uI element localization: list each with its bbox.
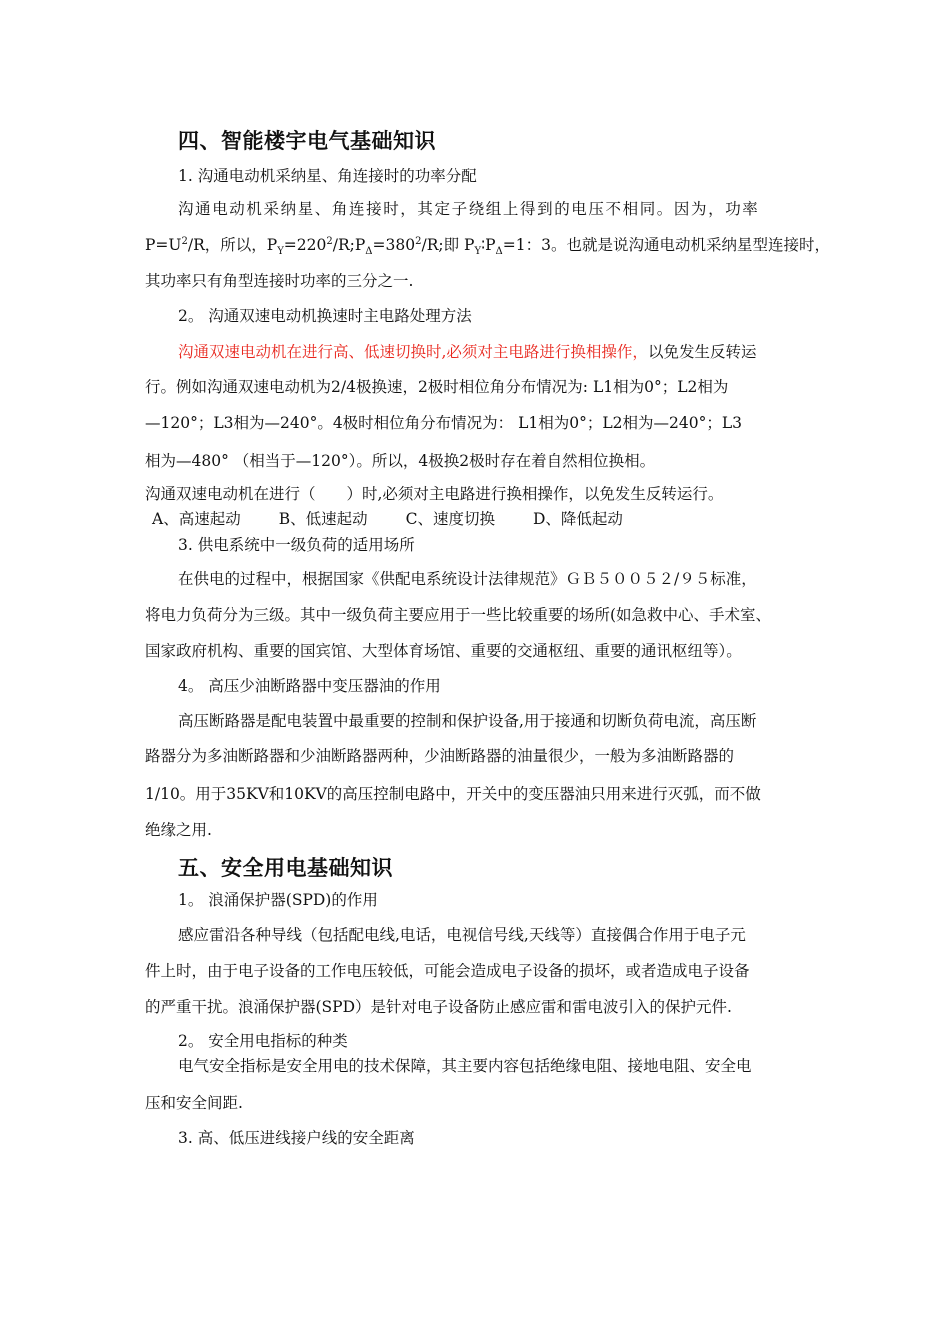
s5-item-1-line-1: 感应雷沿各种导线（包括配电线,电话，电视信号线,天线等）直接偶合作用于电子元: [178, 926, 746, 944]
s5-item-2-line-2: 压和安全间距.: [145, 1094, 243, 1112]
item-4-line-3: 1/10。用于35KV和10KV的高压控制电路中，开关中的变压器油只用来进行灭弧，而不做: [145, 785, 761, 803]
item-2-line-3: —120°；L3相为—240°。4极时相位角分布情况为： L1相为0°；L2相为—240°；L3: [145, 414, 743, 432]
item-1-line-1: 沟通电动机采纳星、角连接时，其定子绕组上得到的电压不相同。因为，功率: [178, 200, 760, 218]
option-b: B、低速起动: [278, 510, 368, 528]
s5-item-2-title: 2。 安全用电指标的种类: [178, 1032, 348, 1050]
item-2-title: 2。 沟通双速电动机换速时主电路处理方法: [178, 307, 472, 325]
item-4-line-1: 高压断路器是配电装置中最重要的控制和保护设备,用于接通和切断负荷电流，高压断: [178, 712, 757, 730]
s5-item-1-title: 1。 浪涌保护器(SPD)的作用: [178, 891, 378, 909]
item-1-formula-line: $P=U^2/R$，所以，$P_Y=220^2/R;P_\Delta=380^2/R$;即 $P_Y∶P_\Delta=1$：3。也就是说沟通电动机采纳星型连接时，: [145, 235, 830, 258]
item-3-title: 3. 供电系统中一级负荷的适用场所: [178, 536, 415, 554]
section-5-heading: 五、安全用电基础知识: [178, 856, 393, 880]
s5-item-2-line-1: 电气安全指标是安全用电的技术保障，其主要内容包括绝缘电阻、接地电阻、安全电: [178, 1057, 752, 1075]
option-d: D、降低起动: [532, 510, 623, 528]
item-4-line-4: 绝缘之用.: [145, 821, 212, 839]
s5-item-1-line-3: 的严重干扰。浪涌保护器(SPD）是针对电子设备防止感应雷和雷电波引入的保护元件.: [145, 998, 732, 1016]
emphasis-text: 沟通双速电动机在进行高、低速切换时,必须对主电路进行换相操作，: [178, 343, 648, 361]
option-a: A、高速起动: [152, 510, 241, 528]
item-3-line-2: 将电力负荷分为三级。其中一级负荷主要应用于一些比较重要的场所(如急救中心、手术室、: [145, 606, 772, 624]
item-2-line-4: 相为—480° （相当于—120°）。所以，4极换2极时存在着自然相位换相。: [145, 452, 656, 470]
option-c: C、速度切换: [405, 510, 495, 528]
question-options: [152, 509, 661, 529]
item-2-line-2: 行。例如沟通双速电动机为2/4极换速，2极时相位角分布情况为: L1相为0°；L2相为: [145, 378, 729, 396]
s5-item-3-title: 3. 高、低压进线接户线的安全距离: [178, 1129, 415, 1147]
item-1-line-3: 其功率只有角型连接时功率的三分之一.: [145, 272, 414, 290]
s5-item-1-line-2: 件上时，由于电子设备的工作电压较低，可能会造成电子设备的损坏，或者造成电子设备: [145, 962, 750, 980]
item-3-line-1: 在供电的过程中，根据国家《供配电系统设计法律规范》ＧＢ５００５２/９５标准，: [178, 570, 757, 588]
item-1-title: 1. 沟通电动机采纳星、角连接时的功率分配: [178, 167, 477, 185]
item-2-line-1: 沟通双速电动机在进行高、低速切换时,必须对主电路进行换相操作，以免发生反转运: [178, 343, 757, 361]
question-text: 沟通双速电动机在进行（ ）时,必须对主电路进行换相操作，以免发生反转运行。: [145, 485, 724, 503]
item-4-line-2: 路器分为多油断路器和少油断路器两种，少油断路器的油量很少，一般为多油断路器的: [145, 747, 735, 765]
section-4-heading: 四、智能楼宇电气基础知识: [178, 129, 436, 153]
item-4-title: 4。 高压少油断路器中变压器油的作用: [178, 677, 441, 695]
item-3-line-3: 国家政府机构、重要的国宾馆、大型体育场馆、重要的交通枢纽、重要的通讯枢纽等）。: [145, 642, 742, 660]
